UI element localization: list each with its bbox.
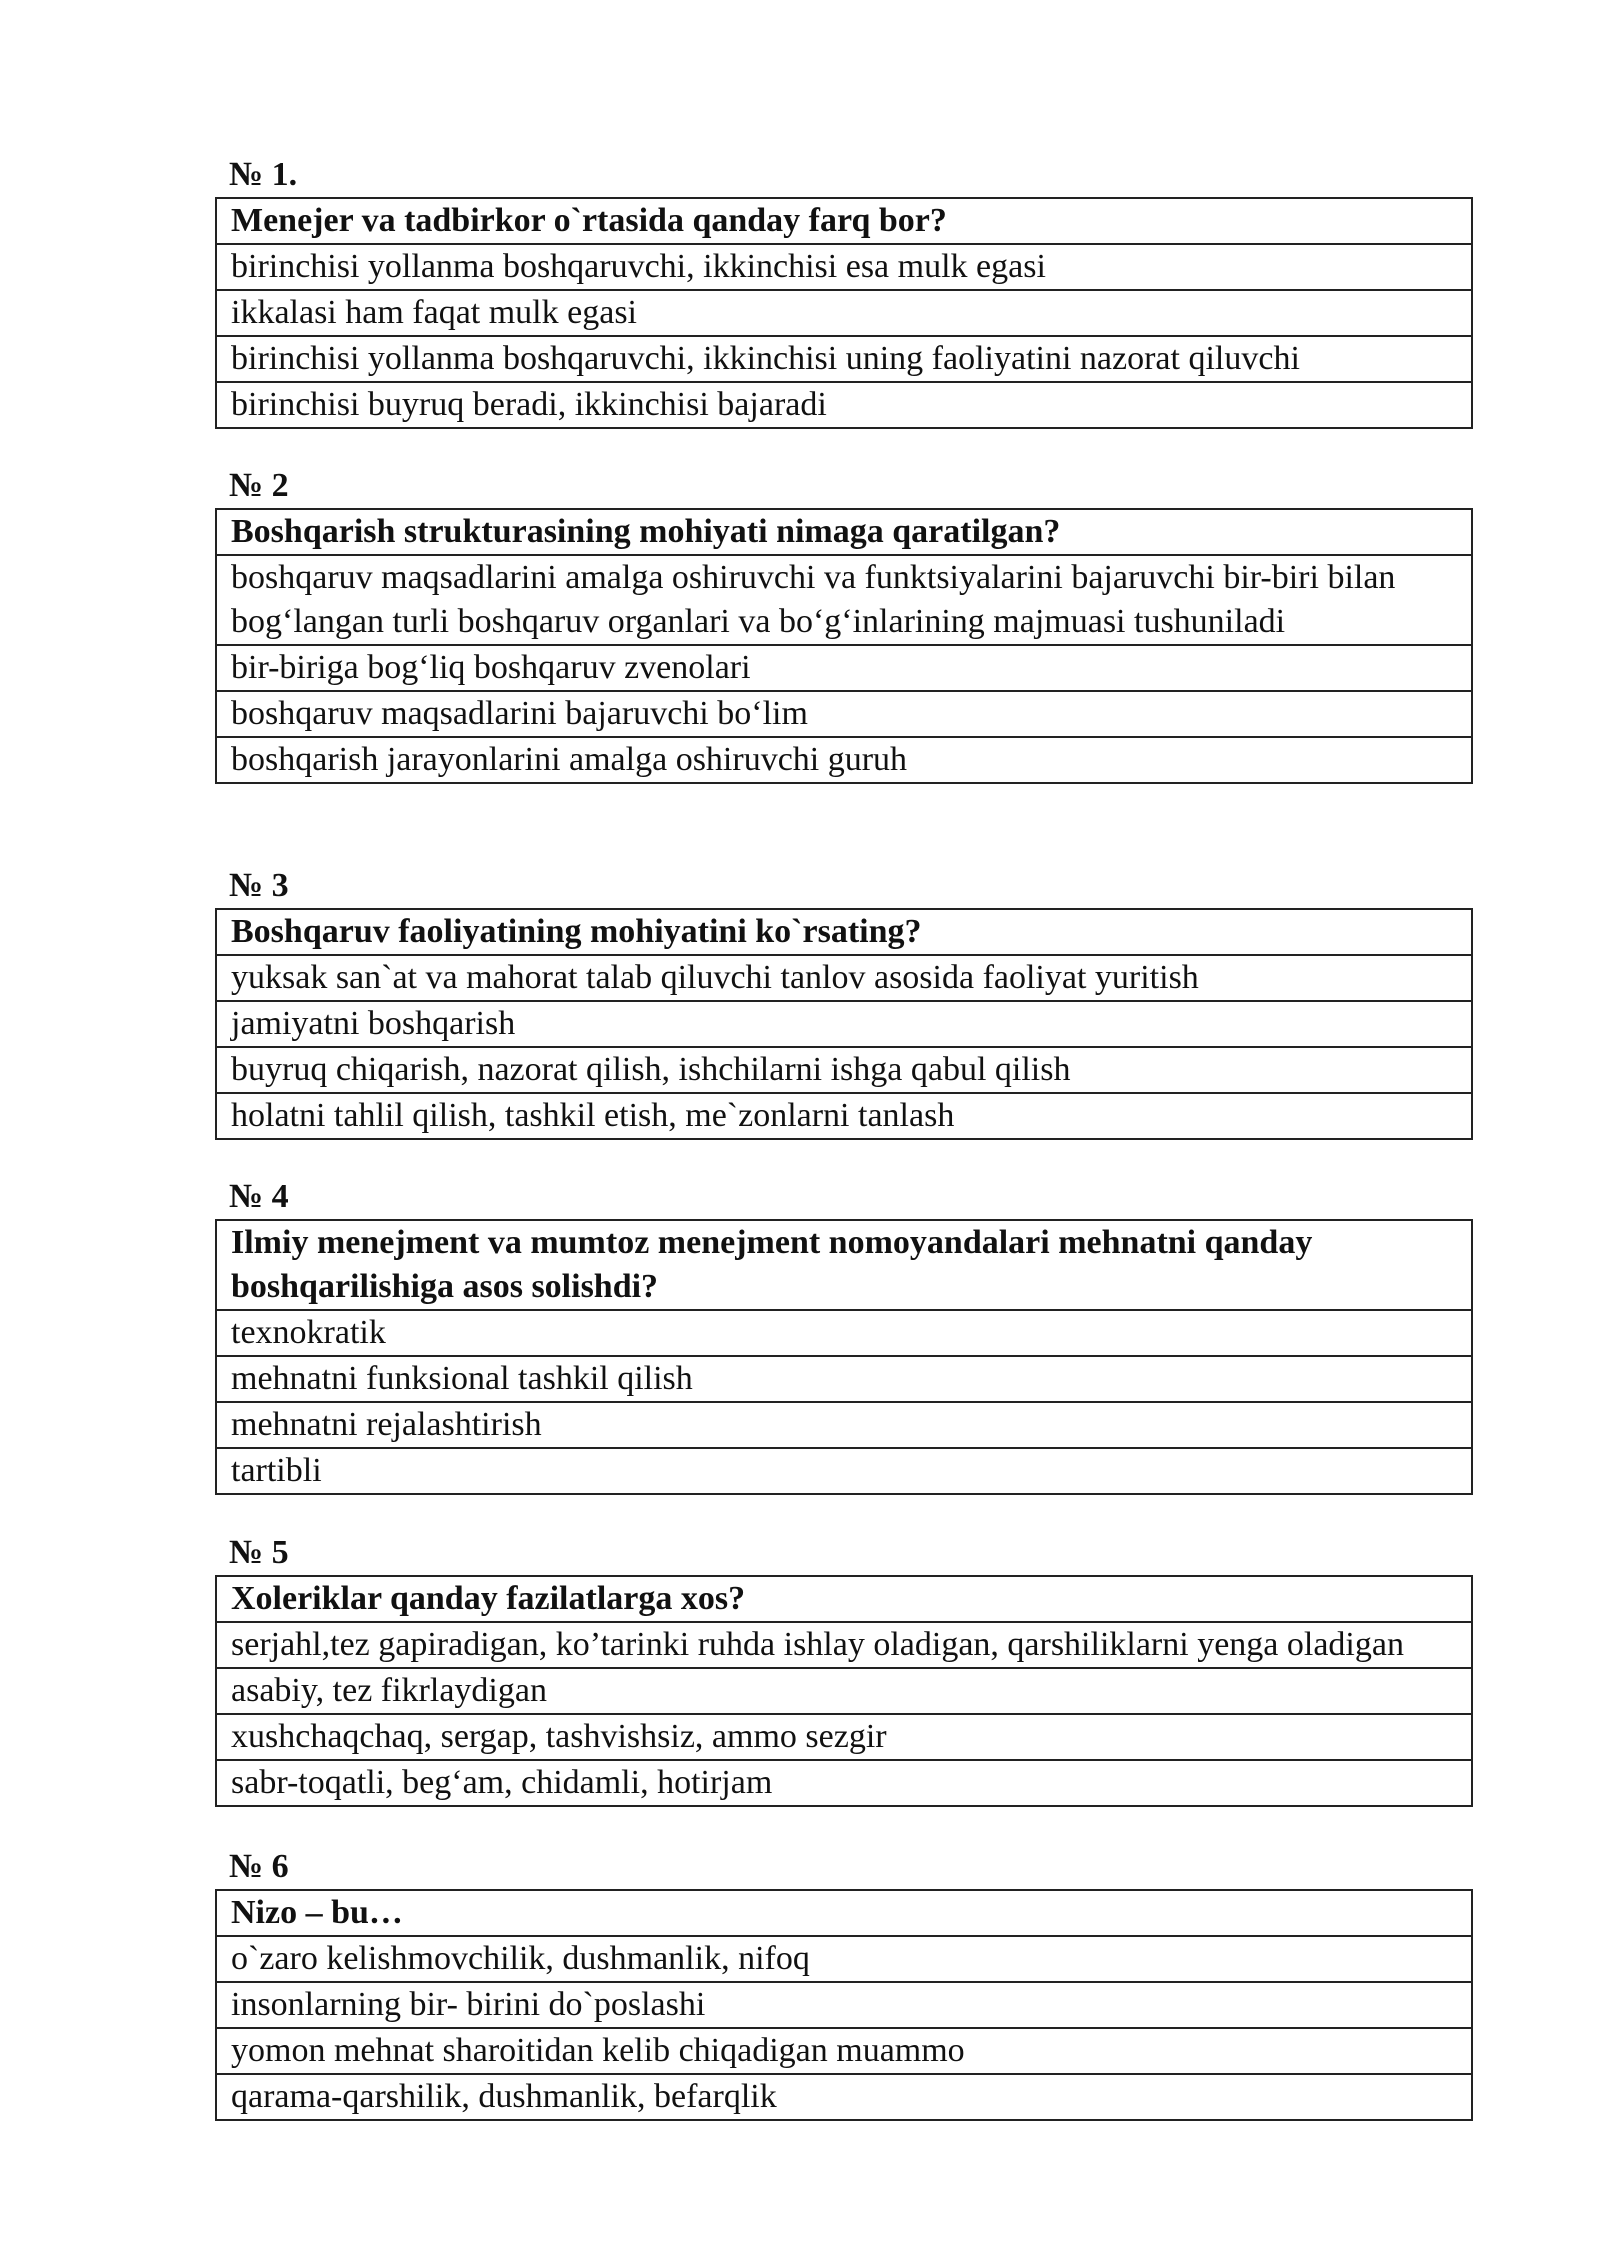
answer-option: qarama-qarshilik, dushmanlik, befarqlik <box>217 2073 1471 2119</box>
question-block-6 <box>215 1845 1473 2121</box>
question-number: № 2 <box>229 467 289 504</box>
question-block-3 <box>215 864 1473 1140</box>
question-number: № 4 <box>229 1178 289 1215</box>
question-table <box>215 1219 1473 1495</box>
answer-option: birinchisi buyruq beradi, ikkinchisi bajaradi <box>217 381 1471 427</box>
question-text: Ilmiy menejment va mumtoz menejment nomoyandalari mehnatni qanday boshqarilishiga asos solishdi? <box>231 1224 1313 1305</box>
question-table <box>215 197 1473 429</box>
question-block-4 <box>215 1175 1473 1495</box>
answer-option: mehnatni rejalashtirish <box>217 1401 1471 1447</box>
answer-option: insonlarning bir- birini do`poslashi <box>217 1981 1471 2027</box>
answer-option: birinchisi yollanma boshqaruvchi, ikkinchisi esa mulk egasi <box>217 243 1471 289</box>
question-block-2 <box>215 464 1473 784</box>
question-table <box>215 1889 1473 2121</box>
question-text: Boshqaruv faoliyatining mohiyatini ko`rsating? <box>231 913 922 950</box>
question-block-5 <box>215 1531 1473 1807</box>
question-text: Xoleriklar qanday fazilatlarga xos? <box>231 1580 746 1617</box>
answer-option: tartibli <box>217 1447 1471 1493</box>
answer-option: yomon mehnat sharoitidan kelib chiqadigan muammo <box>217 2027 1471 2073</box>
answer-option: asabiy, tez fikrlaydigan <box>217 1667 1471 1713</box>
question-text: Menejer va tadbirkor o`rtasida qanday farq bor? <box>231 202 947 239</box>
answer-option: bir-biriga bog‘liq boshqaruv zvenolari <box>217 644 1471 690</box>
answer-option: boshqaruv maqsadlarini bajaruvchi bo‘lim <box>217 690 1471 736</box>
answer-option: buyruq chiqarish, nazorat qilish, ishchilarni ishga qabul qilish <box>217 1046 1471 1092</box>
answer-option: boshqaruv maqsadlarini amalga oshiruvchi va funktsiyalarini bajaruvchi bir-biri bilan bog‘langan turli boshqaruv organlari va bo‘g‘inlarining majmuasi tushuniladi <box>217 554 1471 644</box>
answer-option: texnokratik <box>217 1309 1471 1355</box>
question-number: № 3 <box>229 867 289 904</box>
question-block-1 <box>215 153 1473 429</box>
answer-option: xushchaqchaq, sergap, tashvishsiz, ammo sezgir <box>217 1713 1471 1759</box>
question-table <box>215 1575 1473 1807</box>
answer-option: boshqarish jarayonlarini amalga oshiruvchi guruh <box>217 736 1471 782</box>
answer-option: serjahl,tez gapiradigan, ko’tarinki ruhda ishlay oladigan, qarshiliklarni yenga oladigan <box>217 1621 1471 1667</box>
answer-option: holatni tahlil qilish, tashkil etish, me`zonlarni tanlash <box>217 1092 1471 1138</box>
question-table <box>215 908 1473 1140</box>
answer-option: ikkalasi ham faqat mulk egasi <box>217 289 1471 335</box>
answer-option: jamiyatni boshqarish <box>217 1000 1471 1046</box>
question-number: № 5 <box>229 1534 289 1571</box>
answer-option: yuksak san`at va mahorat talab qiluvchi tanlov asosida faoliyat yuritish <box>217 954 1471 1000</box>
answer-option: mehnatni funksional tashkil qilish <box>217 1355 1471 1401</box>
question-number: № 6 <box>229 1848 289 1885</box>
answer-option: o`zaro kelishmovchilik, dushmanlik, nifoq <box>217 1935 1471 1981</box>
answer-option: sabr-toqatli, beg‘am, chidamli, hotirjam <box>217 1759 1471 1805</box>
question-table <box>215 508 1473 784</box>
question-number: № 1. <box>229 156 298 193</box>
answer-option: birinchisi yollanma boshqaruvchi, ikkinchisi uning faoliyatini nazorat qiluvchi <box>217 335 1471 381</box>
question-text: Nizo – bu… <box>231 1894 403 1931</box>
question-text: Boshqarish strukturasining mohiyati nimaga qaratilgan? <box>231 513 1061 550</box>
